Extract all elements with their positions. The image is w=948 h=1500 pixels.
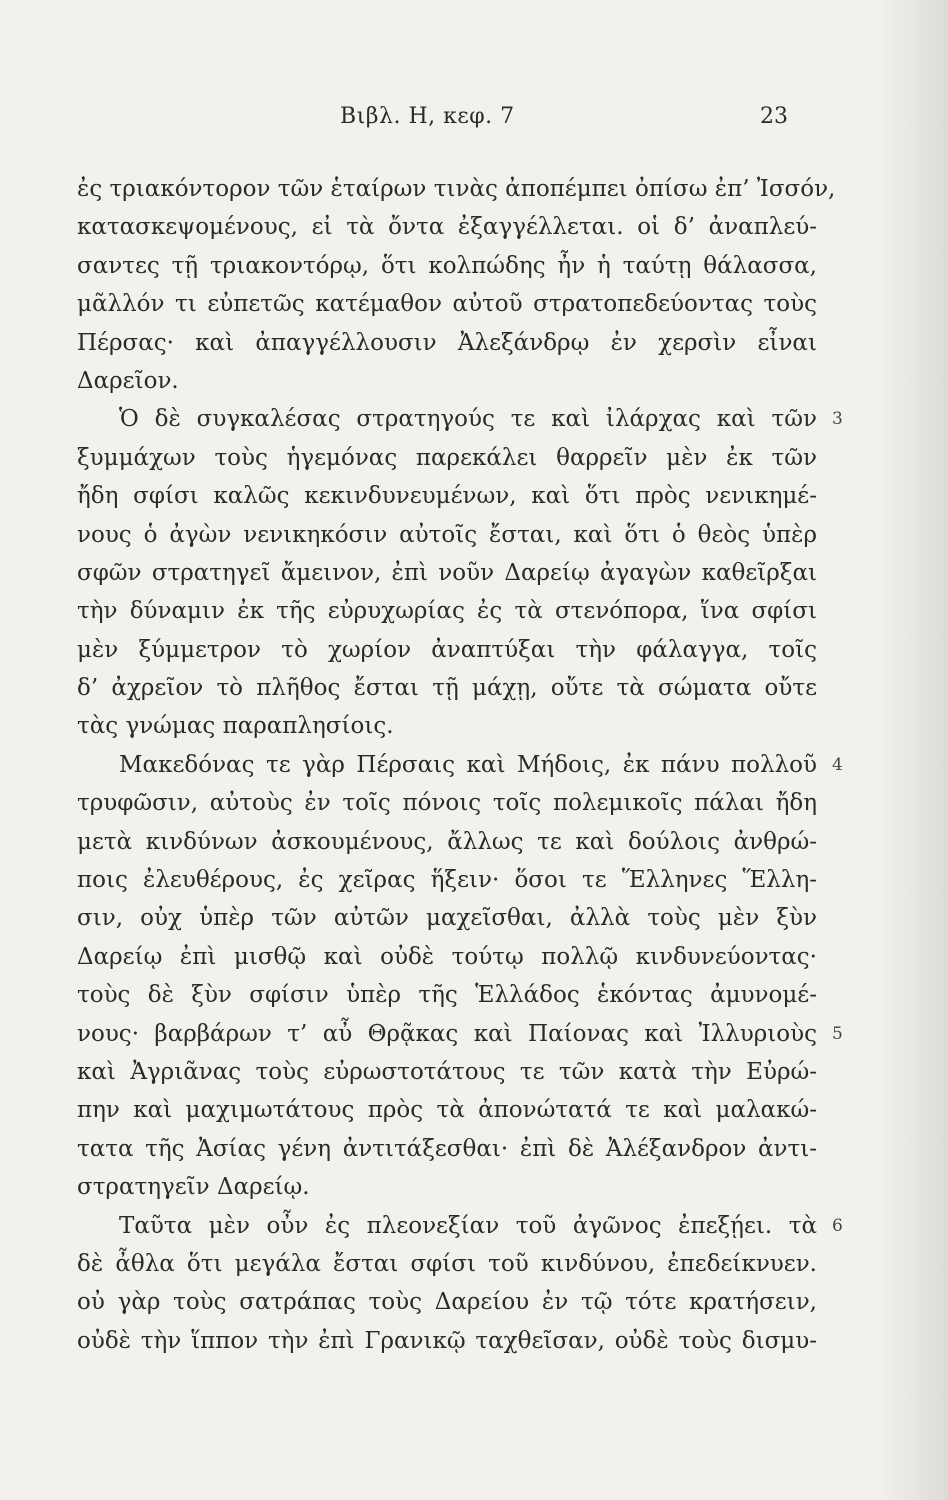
text-line [77, 1245, 817, 1283]
text-line-content: Μακεδόνας τε γὰρ Πέρσαις καὶ Μήδοις, ἐκ πάνυ πολλοῦ [119, 751, 817, 778]
text-line-content: καὶ Ἀγριᾶνας τοὺς εὐρωστοτάτους τε τῶν κατὰ τὴν Εὐρώ- [77, 1058, 817, 1085]
text-line-content: μᾶλλόν τι εὐπετῶς κατέμαθον αὐτοῦ στρατοπεδεύοντας τοὺς [77, 291, 817, 318]
text-line [77, 554, 817, 592]
text-line-content: τὴν δύναμιν ἐκ τῆς εὐρυχωρίας ἐς τὰ στενόπορα, ἵνα σφίσι [77, 598, 817, 625]
text-line [77, 1322, 817, 1360]
text-line-content: ποις ἐλευθέρους, ἐς χεῖρας ἥξειν· ὅσοι τε Ἕλληνες Ἕλλη- [77, 867, 817, 894]
text-line [77, 208, 817, 246]
text-line-content: Ὁ δὲ συγκαλέσας στρατηγούς τε καὶ ἰλάρχας καὶ τῶν [119, 406, 817, 433]
text-line-content: ἐς τριακόντορον τῶν ἑταίρων τινὰς ἀποπέμπει ὀπίσω ἐπ’ Ἰσσόν, [77, 176, 836, 202]
text-line-content: νους· βαρβάρων τ’ αὖ Θρᾷκας καὶ Παίονας καὶ Ἰλλυριοὺς [77, 1020, 817, 1047]
text-line-content: στρατηγεῖν Δαρείῳ. [77, 1174, 310, 1201]
text-line [77, 247, 817, 285]
text-line [77, 516, 817, 554]
text-line [77, 938, 817, 976]
section-number: 4 [832, 754, 843, 775]
text-line-content: Πέρσας· καὶ ἀπαγγέλλουσιν Ἀλεξάνδρῳ ἐν χερσὶν εἶναι [77, 329, 817, 356]
running-head: Βιβλ. Η, κεφ. 7 [340, 104, 515, 129]
text-line-content: δὲ ἆθλα ὅτι μεγάλα ἔσται σφίσι τοῦ κινδύνου, ἐπεδείκνυεν. [77, 1250, 817, 1277]
text-line [77, 1053, 817, 1091]
text-line [77, 324, 817, 362]
text-line [77, 1283, 817, 1321]
text-line [77, 1168, 817, 1206]
text-line-content: τὰς γνώμας παραπλησίοις. [77, 713, 394, 740]
text-line [77, 631, 817, 669]
text-line [77, 362, 817, 400]
text-line-content: σιν, οὐχ ὑπὲρ τῶν αὐτῶν μαχεῖσθαι, ἀλλὰ τοὺς μὲν ξὺν [77, 905, 817, 932]
text-line [77, 669, 817, 707]
text-line-content: σαντες τῇ τριακοντόρῳ, ὅτι κολπώδης ἦν ἡ ταύτῃ θάλασσα, [77, 252, 817, 279]
text-line-content: νους ὁ ἀγὼν νενικηκόσιν αὐτοῖς ἔσται, καὶ ὅτι ὁ θεὸς ὑπὲρ [77, 521, 817, 548]
page-header [0, 104, 948, 144]
text-line-content: πην καὶ μαχιμωτάτους πρὸς τὰ ἀπονώτατά τε καὶ μαλακώ- [77, 1097, 817, 1124]
text-line [77, 400, 843, 438]
text-line [77, 439, 817, 477]
text-line-content: σφῶν στρατηγεῖ ἄμεινον, ἐπὶ νοῦν Δαρείῳ ἀγαγὼν καθεῖρξαι [77, 559, 817, 586]
text-line-content: ἤδη σφίσι καλῶς κεκινδυνευμένων, καὶ ὅτι πρὸς νενικημέ- [77, 483, 817, 510]
text-line-content: μετὰ κινδύνων ἀσκουμένους, ἄλλως τε καὶ δούλοις ἀνθρώ- [77, 828, 817, 855]
text-line [77, 170, 836, 208]
section-number: 6 [832, 1215, 843, 1236]
text-line-content: οὐ γὰρ τοὺς σατράπας τοὺς Δαρείου ἐν τῷ τότε κρατήσειν, [77, 1289, 817, 1316]
text-line [77, 784, 817, 822]
text-line [77, 477, 817, 515]
text-line [77, 592, 817, 630]
text-line-content: τρυφῶσιν, αὐτοὺς ἐν τοῖς πόνοις τοῖς πολεμικοῖς πάλαι ἤδη [77, 790, 817, 817]
text-line [77, 707, 817, 745]
text-line-content: Δαρεῖον. [77, 367, 179, 394]
text-line [77, 1130, 817, 1168]
page-number: 23 [760, 104, 788, 129]
text-line-content: δ’ ἀχρεῖον τὸ πλῆθος ἔσται τῇ μάχῃ, οὔτε τὰ σώματα οὔτε [77, 675, 817, 702]
text-line [77, 861, 817, 899]
text-line [77, 746, 843, 784]
text-line [77, 899, 817, 937]
text-line [77, 1207, 843, 1245]
text-line-content: κατασκεψομένους, εἰ τὰ ὄντα ἐξαγγέλλεται. οἱ δ’ ἀναπλεύ- [77, 214, 817, 241]
text-line-content: ξυμμάχων τοὺς ἡγεμόνας παρεκάλει θαρρεῖν μὲν ἐκ τῶν [77, 444, 817, 471]
text-line-content: οὐδὲ τὴν ἵππον τὴν ἐπὶ Γρανικῷ ταχθεῖσαν, οὐδὲ τοὺς δισμυ- [77, 1327, 817, 1354]
text-line-content: τοὺς δὲ ξὺν σφίσιν ὑπὲρ τῆς Ἑλλάδος ἑκόντας ἀμυνομέ- [77, 982, 817, 1009]
text-line [77, 285, 817, 323]
section-number: 3 [832, 409, 843, 430]
text-line-content: Ταῦτα μὲν οὖν ἐς πλεονεξίαν τοῦ ἀγῶνος ἐπεξῄει. τὰ [119, 1212, 817, 1239]
text-body [77, 170, 843, 1360]
section-number: 5 [832, 1023, 843, 1044]
text-line-content: μὲν ξύμμετρον τὸ χωρίον ἀναπτύξαι τὴν φάλαγγα, τοῖς [77, 636, 817, 663]
text-line [77, 976, 817, 1014]
text-line-content: Δαρείῳ ἐπὶ μισθῷ καὶ οὐδὲ τούτῳ πολλῷ κινδυνεύοντας· [77, 943, 817, 970]
text-line [77, 1015, 843, 1053]
text-line [77, 823, 817, 861]
text-line-content: τατα τῆς Ἀσίας γένη ἀντιτάξεσθαι· ἐπὶ δὲ Ἀλέξανδρον ἀντι- [77, 1135, 817, 1162]
text-line [77, 1091, 817, 1129]
